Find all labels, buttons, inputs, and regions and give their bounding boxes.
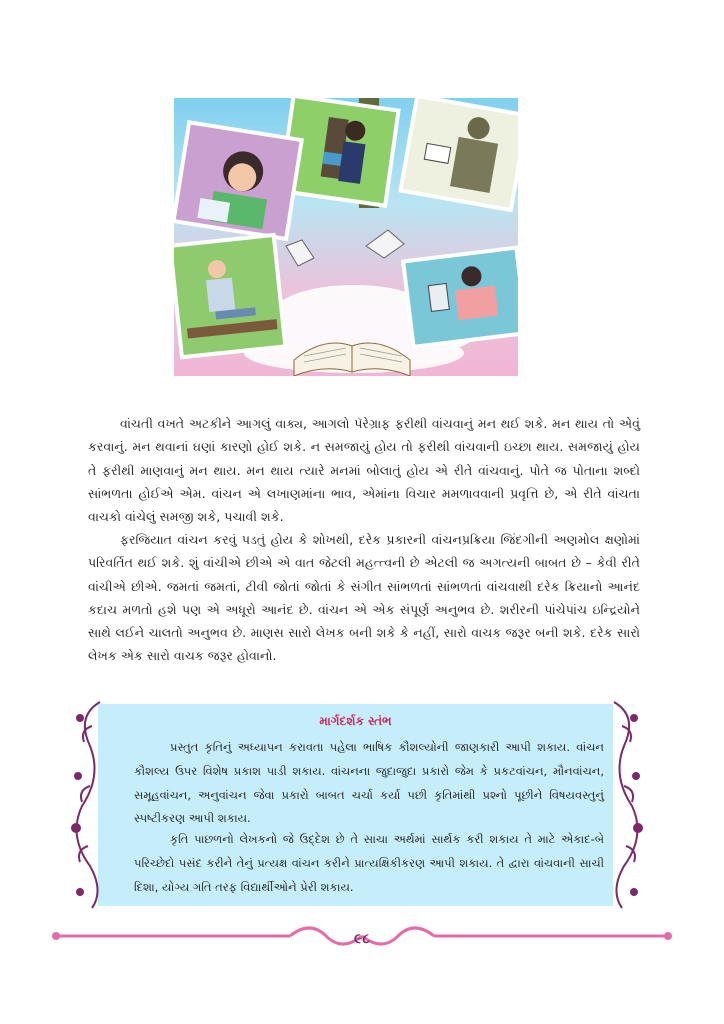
reading-illustration xyxy=(174,98,518,376)
panel-soldier-reading xyxy=(398,98,518,212)
panel-man-bench xyxy=(174,233,288,360)
reading-collage xyxy=(174,98,518,376)
guide-paragraph-2: કૃતિ પાછળનો લેખકનો જે ઉદ્દેશ છે તે સાચા અર્થમાં સાર્થક કરી શકાય તે માટે એકાદ-બે પરિચ્છેદો પસંદ કરીને તેનું પ્રત્યક્ષ વાંચન કરીને પ્રાત્યક્ષિકીકરણ આપી શકાય. તે દ્વારા વાંચવાની સાચી દિશા, યોગ્ય ગતિ તરફ વિદ્યાર્થીઓને પ્રેરી શકાય. xyxy=(134,832,604,894)
page-number: ૯૮ xyxy=(354,931,370,947)
guide-box xyxy=(98,704,613,906)
floating-books-icon xyxy=(286,230,404,266)
guide-paragraph-1: પ્રસ્તુત કૃતિનું અધ્યાપન કરાવતા પહેલા ભાષિક કૌશલ્યોની જાણકારી આપી શકાય. વાંચન કૌશલ્ય ઉપર વિશેષ પ્રકાશ પાડી શકાય. વાંચનના જુદાજુદા પ્રકારો જેમ કે પ્રકટવાંચન, મૌનવાંચન, સમૂહવાંચન, અનુવાંચન જેવા પ્રકારો બાબત ચર્ચા કર્યા પછી કૃતિમાંથી પ્રશ્નો પૂછીને વિષયવસ્તુનું સ્પષ્ટીકરણ આપી શકાય. xyxy=(134,740,604,826)
panel-woman-headphones xyxy=(401,245,518,349)
body-paragraph-2: ફરજિયાત વાંચન કરવું પડતું હોય કે શોખથી, દરેક પ્રકારની વાંચનપ્રક્રિયા જિંદગીની અણમોલ ક્ષણોમાં પરિવર્તિત થઈ શકે. શું વાંચીએ છીએ એ વાત જેટલી મહત્ત્વની છે એટલી જ અગત્યની બાબત છે – કેવી રીતે વાંચીએ છીએ. જમતાં જમતાં, ટીવી જોતાં જોતાં કે સંગીત સાંભળતાં સાંભળતાં વાંચવાથી દરેક ક્રિયાનો આનંદ કદાચ મળતો હશે પણ એ અધૂરો આનંદ છે. વાંચન એ એક સંપૂર્ણ અનુભવ છે. શરીરની પાંચેપાંચ ઇન્દ્રિયોને સાથે લઈને ચાલતો અનુભવ છે. માણસ સારો લેખક બની શકે કે નહીં, સારો વાચક જરૂર બની શકે. દરેક સારો લેખક એક સારો વાચક જરૂર હોવાનો. xyxy=(88,532,640,664)
right-ornament-icon xyxy=(604,696,644,914)
guide-title: માર્ગદર્શક સ્તંભ xyxy=(319,714,392,728)
left-ornament-icon xyxy=(70,696,110,914)
panel-girl-reading xyxy=(174,120,304,241)
body-paragraph-1: વાંચતી વખતે અટકીને આગલું વાક્ય, આગલો પૅરેગ્રાફ ફરીથી વાંચવાનું મન થઈ શકે. મન થાય તો એવું કરવાનું. મન થવાનાં ઘણાં કારણો હોઈ શકે. ન સમજાયું હોય તો ફરીથી વાંચવાની ઇચ્છા થાય. સમજાયું હોય તે ફરીથી માણવાનું મન થાય. મન થાય ત્યારે મનમાં બોલાતું હોય એ રીતે વાંચવાનું. પોતે જ પોતાના શબ્દો સાંભળતા હોઈએ એમ. વાંચન એ લખાણમાંના ભાવ, એમાંના વિચાર મમળાવવાની પ્રવૃત્તિ છે, એ રીતે વાંચતા વાચકો વાંચેલું સમજી શકે, પચાવી શકે. xyxy=(88,416,640,525)
